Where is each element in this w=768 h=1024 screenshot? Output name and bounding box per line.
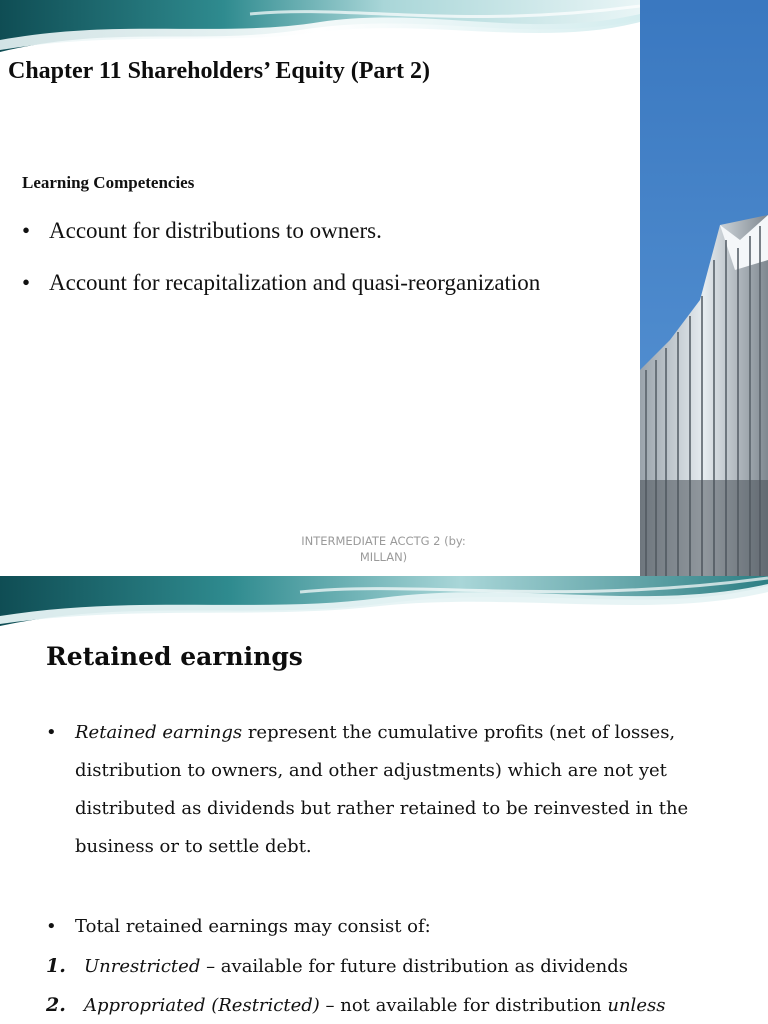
bullet-icon: • [46,916,57,937]
competency-text: Account for distributions to owners. [49,218,382,243]
list-item [22,208,622,254]
intro-text: Total retained earnings may consist of: [75,916,431,937]
bullet-icon: • [22,270,31,295]
list-item [46,947,746,986]
slide-title: Chapter 11 Shareholders’ Equity (Part 2) [8,58,431,84]
competency-list [22,208,622,312]
term: Appropriated (Restricted) [84,995,320,1016]
slide-2 [0,576,768,1024]
building-photo [640,0,768,576]
bullet-icon: • [22,218,31,243]
swoosh-banner-top [0,0,640,60]
definition-paragraph [46,714,726,866]
term: Unrestricted [84,956,201,977]
list-item [46,986,746,1024]
item-description-tail: unless [607,995,666,1016]
item-description: – not available for distribution [319,995,608,1016]
definition-body: represent the cumulative profits (net of losses, distribution to owners, and other adjustments) which are not yet distributed as dividends but rather retained to be reinvested in the business or to settle debt. [75,722,689,857]
slide-title: Retained earnings [46,642,303,671]
slide-footer [276,533,491,565]
footer-line: INTERMEDIATE ACCTG 2 (by: [301,534,466,548]
total-retained-earnings-intro [46,908,726,946]
item-number: 1. [46,955,66,977]
footer-line: MILLAN) [359,550,408,564]
swoosh-banner-top [0,576,768,634]
item-description: – available for future distribution as dividends [200,956,628,977]
bullet-icon: • [46,722,57,743]
definition-text [75,714,726,866]
item-number: 2. [46,994,66,1016]
competency-text: Account for recapitalization and quasi-reorganization [49,270,541,295]
retained-earnings-types [46,947,746,1024]
learning-competencies-heading: Learning Competencies [22,173,195,192]
list-item [22,260,622,306]
term: Retained earnings [75,722,243,743]
